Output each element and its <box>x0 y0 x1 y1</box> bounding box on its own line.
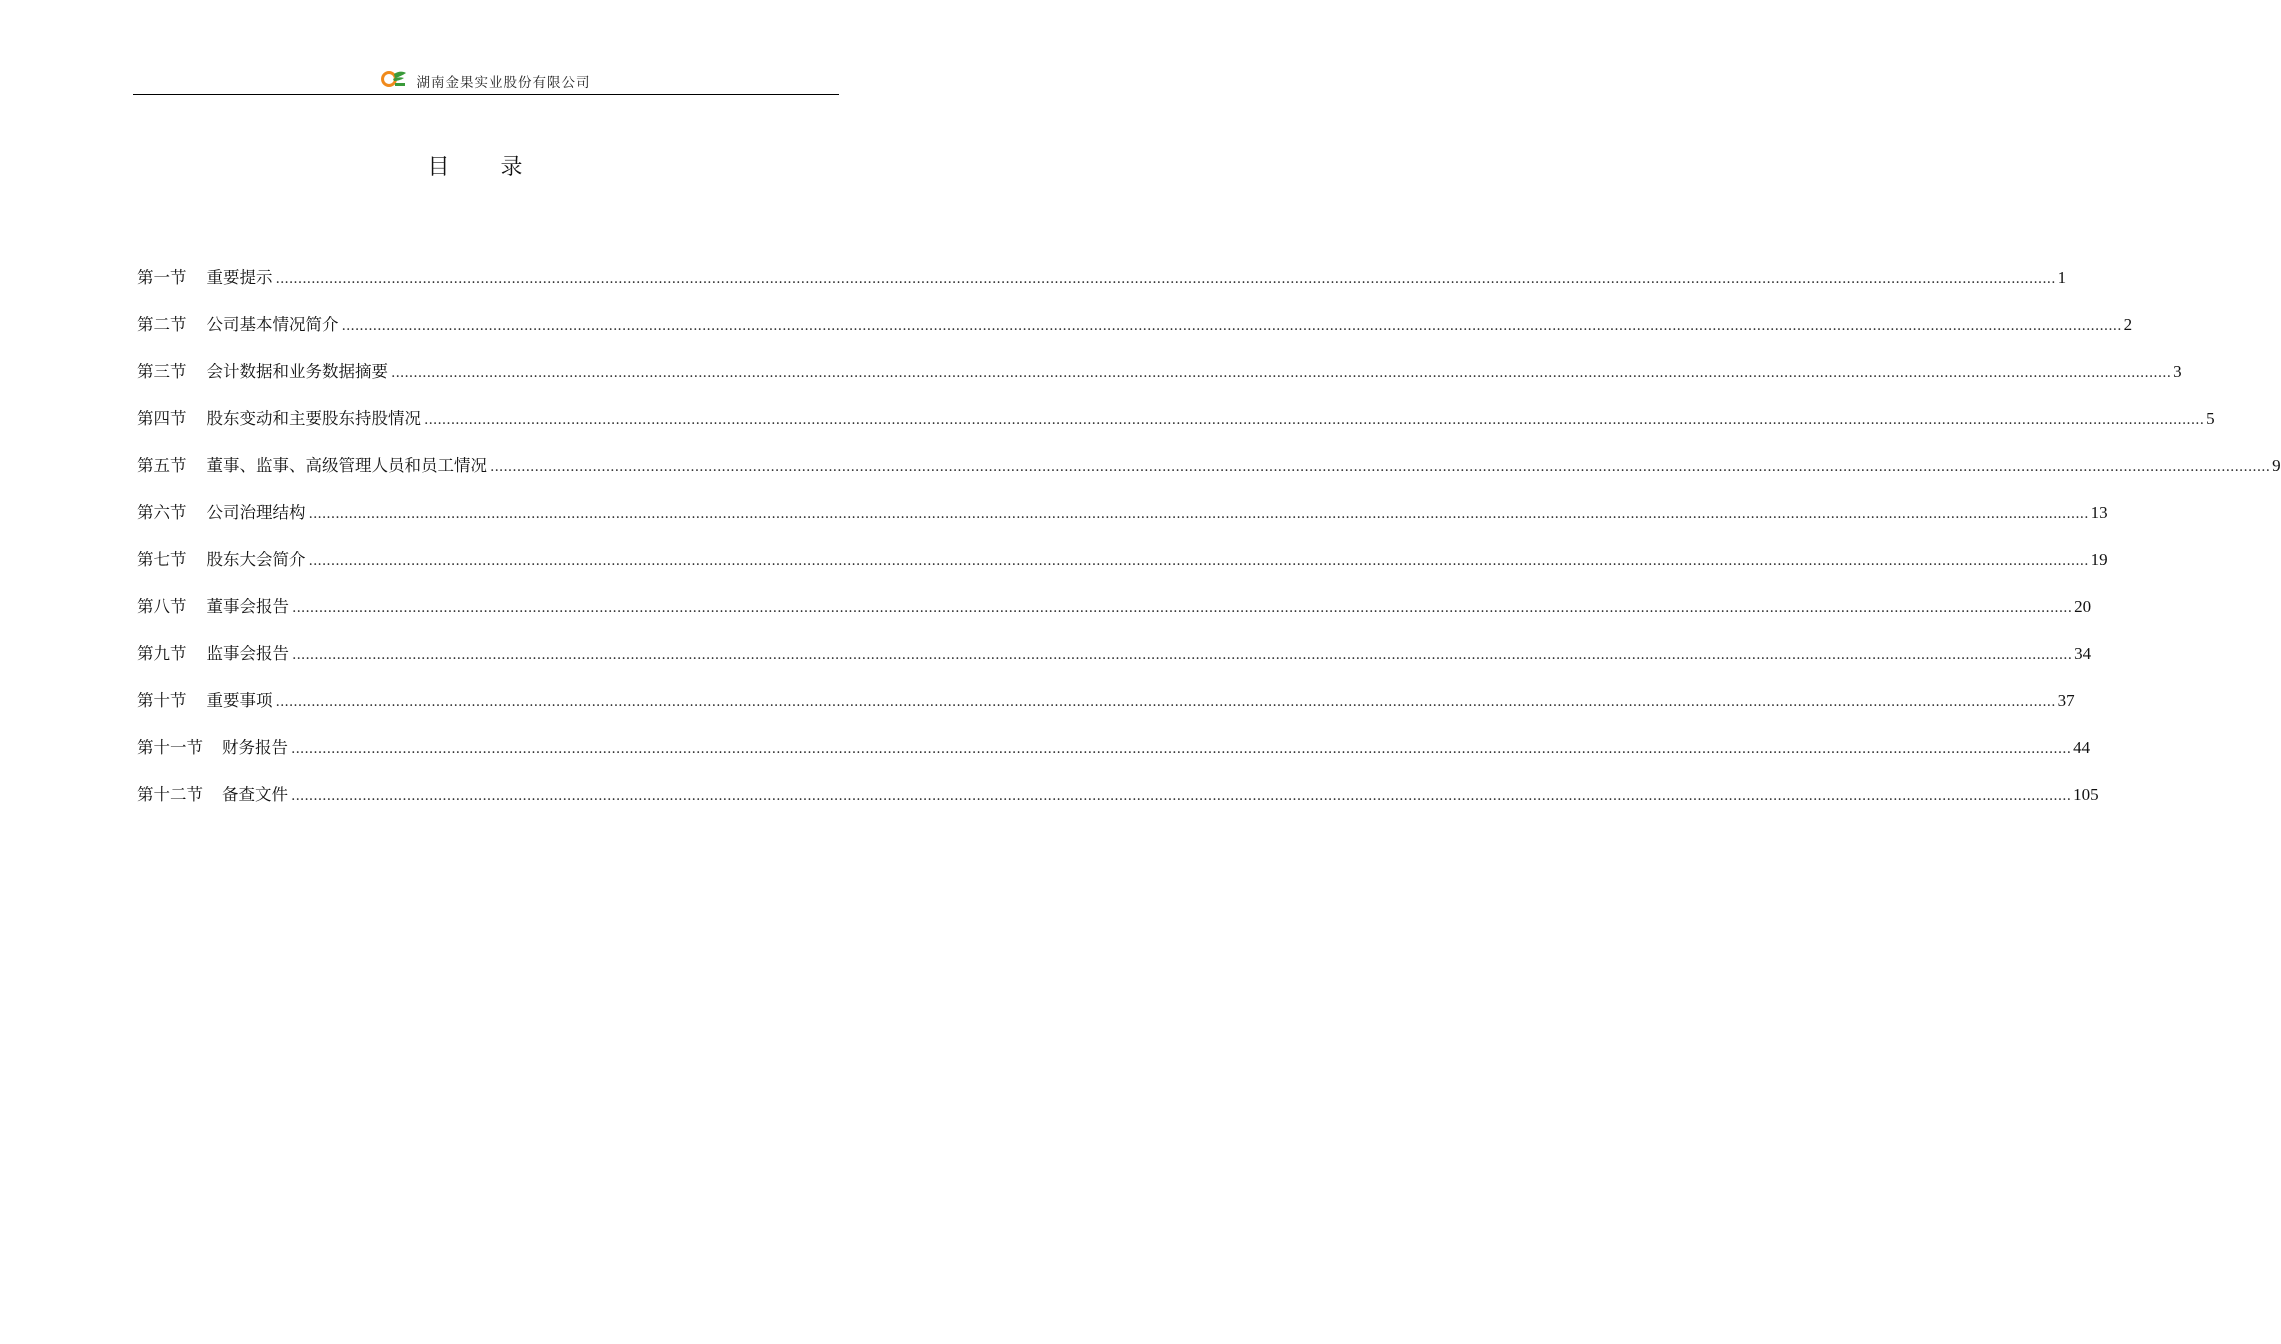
toc-section-number: 第十一节 <box>137 738 203 757</box>
toc-dot-leader: ................................................................................................................................................................................................................................................................................................................................................................................................................ <box>291 788 2072 804</box>
toc-page-number: 13 <box>2090 503 2108 522</box>
page-title: 目 录 <box>427 155 545 180</box>
toc-entry[interactable] <box>137 595 2092 642</box>
toc-dot-leader: ................................................................................................................................................................................................................................................................................................................................................................................................................ <box>291 741 2072 757</box>
table-of-contents <box>137 266 2281 830</box>
toc-section-number: 第五节 <box>137 456 187 475</box>
company-name: 湖南金果实业股份有限公司 <box>416 75 591 91</box>
toc-section-title: 股东变动和主要股东持股情况 <box>206 409 421 428</box>
toc-dot-leader: ................................................................................................................................................................................................................................................................................................................................................................................................................ <box>308 553 2089 569</box>
toc-entry[interactable] <box>137 454 2281 501</box>
toc-section-number: 第九节 <box>137 644 187 663</box>
toc-dot-leader: ................................................................................................................................................................................................................................................................................................................................................................................................................ <box>424 412 2205 428</box>
toc-section-number: 第七节 <box>137 550 187 569</box>
toc-dot-leader: ................................................................................................................................................................................................................................................................................................................................................................................................................ <box>275 694 2056 710</box>
toc-entry[interactable] <box>137 360 2182 407</box>
toc-dot-leader: ................................................................................................................................................................................................................................................................................................................................................................................................................ <box>341 318 2122 334</box>
toc-section-title: 公司基本情况简介 <box>206 315 339 334</box>
toc-section-number: 第二节 <box>137 315 187 334</box>
toc-entry[interactable] <box>137 783 2099 830</box>
toc-dot-leader: ................................................................................................................................................................................................................................................................................................................................................................................................................ <box>292 600 2073 616</box>
toc-section-number: 第十节 <box>137 691 187 710</box>
toc-section-number: 第六节 <box>137 503 187 522</box>
toc-dot-leader: ................................................................................................................................................................................................................................................................................................................................................................................................................ <box>292 647 2073 663</box>
toc-section-title: 董事、监事、高级管理人员和员工情况 <box>206 456 487 475</box>
toc-section-title: 股东大会简介 <box>206 550 306 569</box>
toc-entry[interactable] <box>137 407 2215 454</box>
toc-section-title: 备查文件 <box>222 785 288 804</box>
toc-entry[interactable] <box>137 501 2108 548</box>
toc-section-title: 董事会报告 <box>206 597 289 616</box>
toc-section-number: 第三节 <box>137 362 187 381</box>
toc-section-title: 公司治理结构 <box>206 503 306 522</box>
toc-page-number: 105 <box>2073 785 2099 804</box>
toc-section-number: 第四节 <box>137 409 187 428</box>
toc-page-number: 9 <box>2272 456 2281 475</box>
toc-section-title: 监事会报告 <box>206 644 289 663</box>
toc-entry[interactable] <box>137 266 2067 313</box>
toc-dot-leader: ................................................................................................................................................................................................................................................................................................................................................................................................................ <box>275 271 2056 287</box>
toc-entry[interactable] <box>137 642 2092 689</box>
toc-dot-leader: ................................................................................................................................................................................................................................................................................................................................................................................................................ <box>490 459 2271 475</box>
toc-section-number: 第十二节 <box>137 785 203 804</box>
toc-page-number: 37 <box>2057 691 2075 710</box>
toc-section-title: 重要事项 <box>206 691 273 710</box>
toc-section-title: 会计数据和业务数据摘要 <box>206 362 388 381</box>
header-content <box>133 70 839 92</box>
toc-page-number: 5 <box>2206 409 2215 428</box>
toc-entry[interactable] <box>137 313 2133 360</box>
toc-section-title: 重要提示 <box>206 268 273 287</box>
toc-page-number: 44 <box>2073 738 2091 757</box>
toc-entry[interactable] <box>137 548 2108 595</box>
toc-entry[interactable] <box>137 689 2075 736</box>
toc-page-number: 3 <box>2173 362 2182 381</box>
toc-dot-leader: ................................................................................................................................................................................................................................................................................................................................................................................................................ <box>391 365 2172 381</box>
toc-page-number: 34 <box>2074 644 2092 663</box>
toc-section-title: 财务报告 <box>222 738 288 757</box>
toc-page-number: 2 <box>2123 315 2133 334</box>
toc-page-number: 1 <box>2057 268 2067 287</box>
toc-section-number: 第八节 <box>137 597 187 616</box>
toc-page-number: 19 <box>2090 550 2108 569</box>
page-header <box>133 64 839 95</box>
toc-entry[interactable] <box>137 736 2091 783</box>
toc-section-number: 第一节 <box>137 268 187 287</box>
company-logo-icon <box>381 70 407 92</box>
toc-page-number: 20 <box>2074 597 2092 616</box>
toc-dot-leader: ................................................................................................................................................................................................................................................................................................................................................................................................................ <box>308 506 2089 522</box>
